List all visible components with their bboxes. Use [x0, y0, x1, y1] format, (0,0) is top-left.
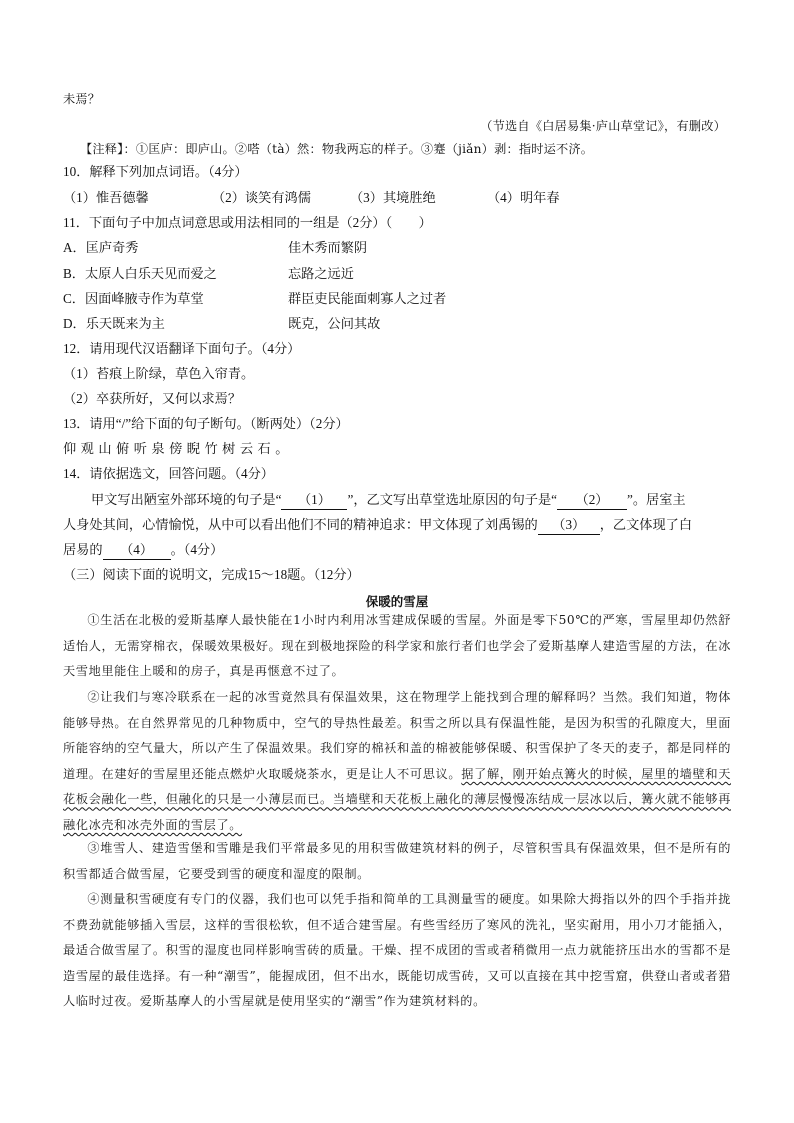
- note-line: 【注释】：①匡庐：即庐山。②嗒（tà）然：物我两忘的样子。③蹇（jiǎn）剥：指时运不济。: [80, 142, 594, 156]
- q14-blank-3[interactable]: （3）: [538, 516, 600, 535]
- q14-text-6: 居易的: [63, 542, 103, 557]
- q14-title: 14．请依据选文，回答问题。（4分）: [63, 466, 274, 481]
- q11-option-d: [63, 315, 381, 333]
- article-paragraph-1: ①生活在北极的爱斯基摩人最快能在1小时内利用冰雪建成保暖的雪屋。外面是零下50℃的严寒，雪屋里却仍然舒适怡人，无需穿棉衣，保暖效果极好。现在到极地探险的科学家和旅行者们也学会了爱斯基摩人建造雪屋的方法，在冰天雪地里能住上暖和的房子，真是再惬意不过了。: [63, 613, 731, 679]
- q11-option-a-left: A．匡庐奇秀: [63, 240, 139, 255]
- article-paragraph-3: ③堆雪人、建造雪堡和雪雕是我们平常最多见的用积雪做建筑材料的例子，尽管积雪具有保温效果，但不是所有的积雪都适合做雪屋，它要受到雪的硬度和湿度的限制。: [63, 841, 731, 881]
- q13-sentence: 仰观山俯听泉傍睨竹树云石。: [63, 441, 293, 456]
- q10-title: 10．解释下列加点词语。（4分）: [63, 164, 248, 179]
- q14-text-2: ”，乙文写出草堂选址原因的句子是“: [347, 492, 558, 507]
- q10-item-2: （2）谈笑有鸿儒: [212, 190, 311, 205]
- q14-blank-4[interactable]: （4）: [103, 541, 171, 560]
- q12-item-1: （1）苔痕上阶绿，草色入帘青。: [63, 366, 255, 381]
- source-line: （节选自《白居易集·庐山草堂记》，有删改）: [480, 119, 726, 133]
- article-title: 保暖的雪屋: [365, 594, 429, 609]
- q14-line-3: [63, 541, 223, 560]
- article-paragraph-2-underlined: 据了解，刚开始点篝火的时候，屋里的墙壁和天花板会融化一些，但融化的只是一小薄层而已。当墙壁和天花板上融化的薄层慢慢冻结成一层冰以后，篝火就不能够再融化冰壳和冰壳外面的雪层了。: [63, 766, 731, 832]
- q11-option-a: [63, 239, 368, 257]
- q11-option-d-right: 既克，公问其故: [288, 316, 381, 331]
- q13-title: 13．请用“/”给下面的句子断句。（断两处）（2分）: [63, 416, 349, 431]
- q14-text-1: 甲文写出陋室外部环境的句子是“: [91, 492, 282, 507]
- q11-title: 11．下面句子中加点词意思或用法相同的一组是（2分）（ ）: [63, 215, 432, 230]
- q12-item-2: （2）卒获所好，又何以求焉？: [63, 391, 242, 406]
- q14-text-4: 人身处其间，心情愉悦，从中可以看出他们不同的精神追求：甲文体现了刘禹锡的: [63, 517, 538, 532]
- q14-blank-1[interactable]: （1）: [281, 491, 347, 510]
- q14-blank-2[interactable]: （2）: [557, 491, 627, 510]
- q14-text-3: ”。居室主: [627, 492, 686, 507]
- q11-option-c: [63, 290, 447, 308]
- q11-option-b-left: B．太原人白乐天见而爱之: [63, 266, 217, 281]
- q11-option-d-left: D．乐天既来为主: [63, 316, 165, 331]
- q10-item-1: （1）惟吾德馨: [63, 190, 149, 205]
- article-paragraph-4: ④测量积雪硬度有专门的仪器，我们也可以凭手指和简单的工具测量雪的硬度。如果除大拇指以外的四个手指并拢不费劲就能够插入雪层，这样的雪很松软，但不适合建雪屋。有些雪经历了寒风的洗礼，坚实耐用，用小刀才能插入，最适合做雪屋了。积雪的湿度也同样影响雪砖的质量。干燥、捏不成团的雪或者稍微用一点力就能挤压出水的雪都不是造雪屋的最佳选择。有一种“潮雪”，能握成团，但不出水，既能切成雪砖，又可以直接在其中挖雪窟，供登山者或者猎人临时过夜。爱斯基摩人的小雪屋就是使用坚实的“潮雪”作为建筑材料的。: [63, 892, 731, 1009]
- article-paragraph-2-text: ②让我们与寒冷联系在一起的冰雪竟然具有保温效果，这在物理学上能找到合理的解释吗？当然。我们知道，物体能够导热。在自然界常见的几种物质中，空气的导热性最差。积雪之所以具有保温性能，是因为积雪的孔隙度大，里面所能容纳的空气量大，所以产生了保温效果。我们穿的棉袄和盖的棉被能够保暖、积雪保护了冬天的麦子，都是同样的道理。在建好的雪屋里还能点燃炉火取暖烧茶水，更是让人不可思议。: [63, 690, 731, 781]
- q14-text-7: 。（4分）: [170, 542, 224, 557]
- section3-heading: （三）阅读下面的说明文，完成15～18题。（12分）: [63, 567, 360, 582]
- q12-title: 12．请用现代汉语翻译下面句子。（4分）: [63, 341, 301, 356]
- q10-item-4: （4）明年春: [487, 190, 560, 205]
- q14-line-1: [91, 491, 686, 510]
- q14-text-5: ，乙文体现了白: [599, 517, 693, 532]
- q11-option-c-right: 群臣吏民能面刺寡人之过者: [288, 291, 447, 306]
- article-paragraph-2: [63, 685, 731, 839]
- q14-line-2: [63, 516, 692, 535]
- top-fragment: 未焉？: [63, 92, 101, 106]
- q11-option-b: [63, 265, 354, 283]
- q11-option-b-right: 忘路之远近: [288, 266, 354, 281]
- q11-option-c-left: C．因面峰腋寺作为草堂: [63, 291, 204, 306]
- q10-item-3: （3）其境胜绝: [350, 190, 436, 205]
- q11-option-a-right: 佳木秀而繁阴: [288, 240, 368, 255]
